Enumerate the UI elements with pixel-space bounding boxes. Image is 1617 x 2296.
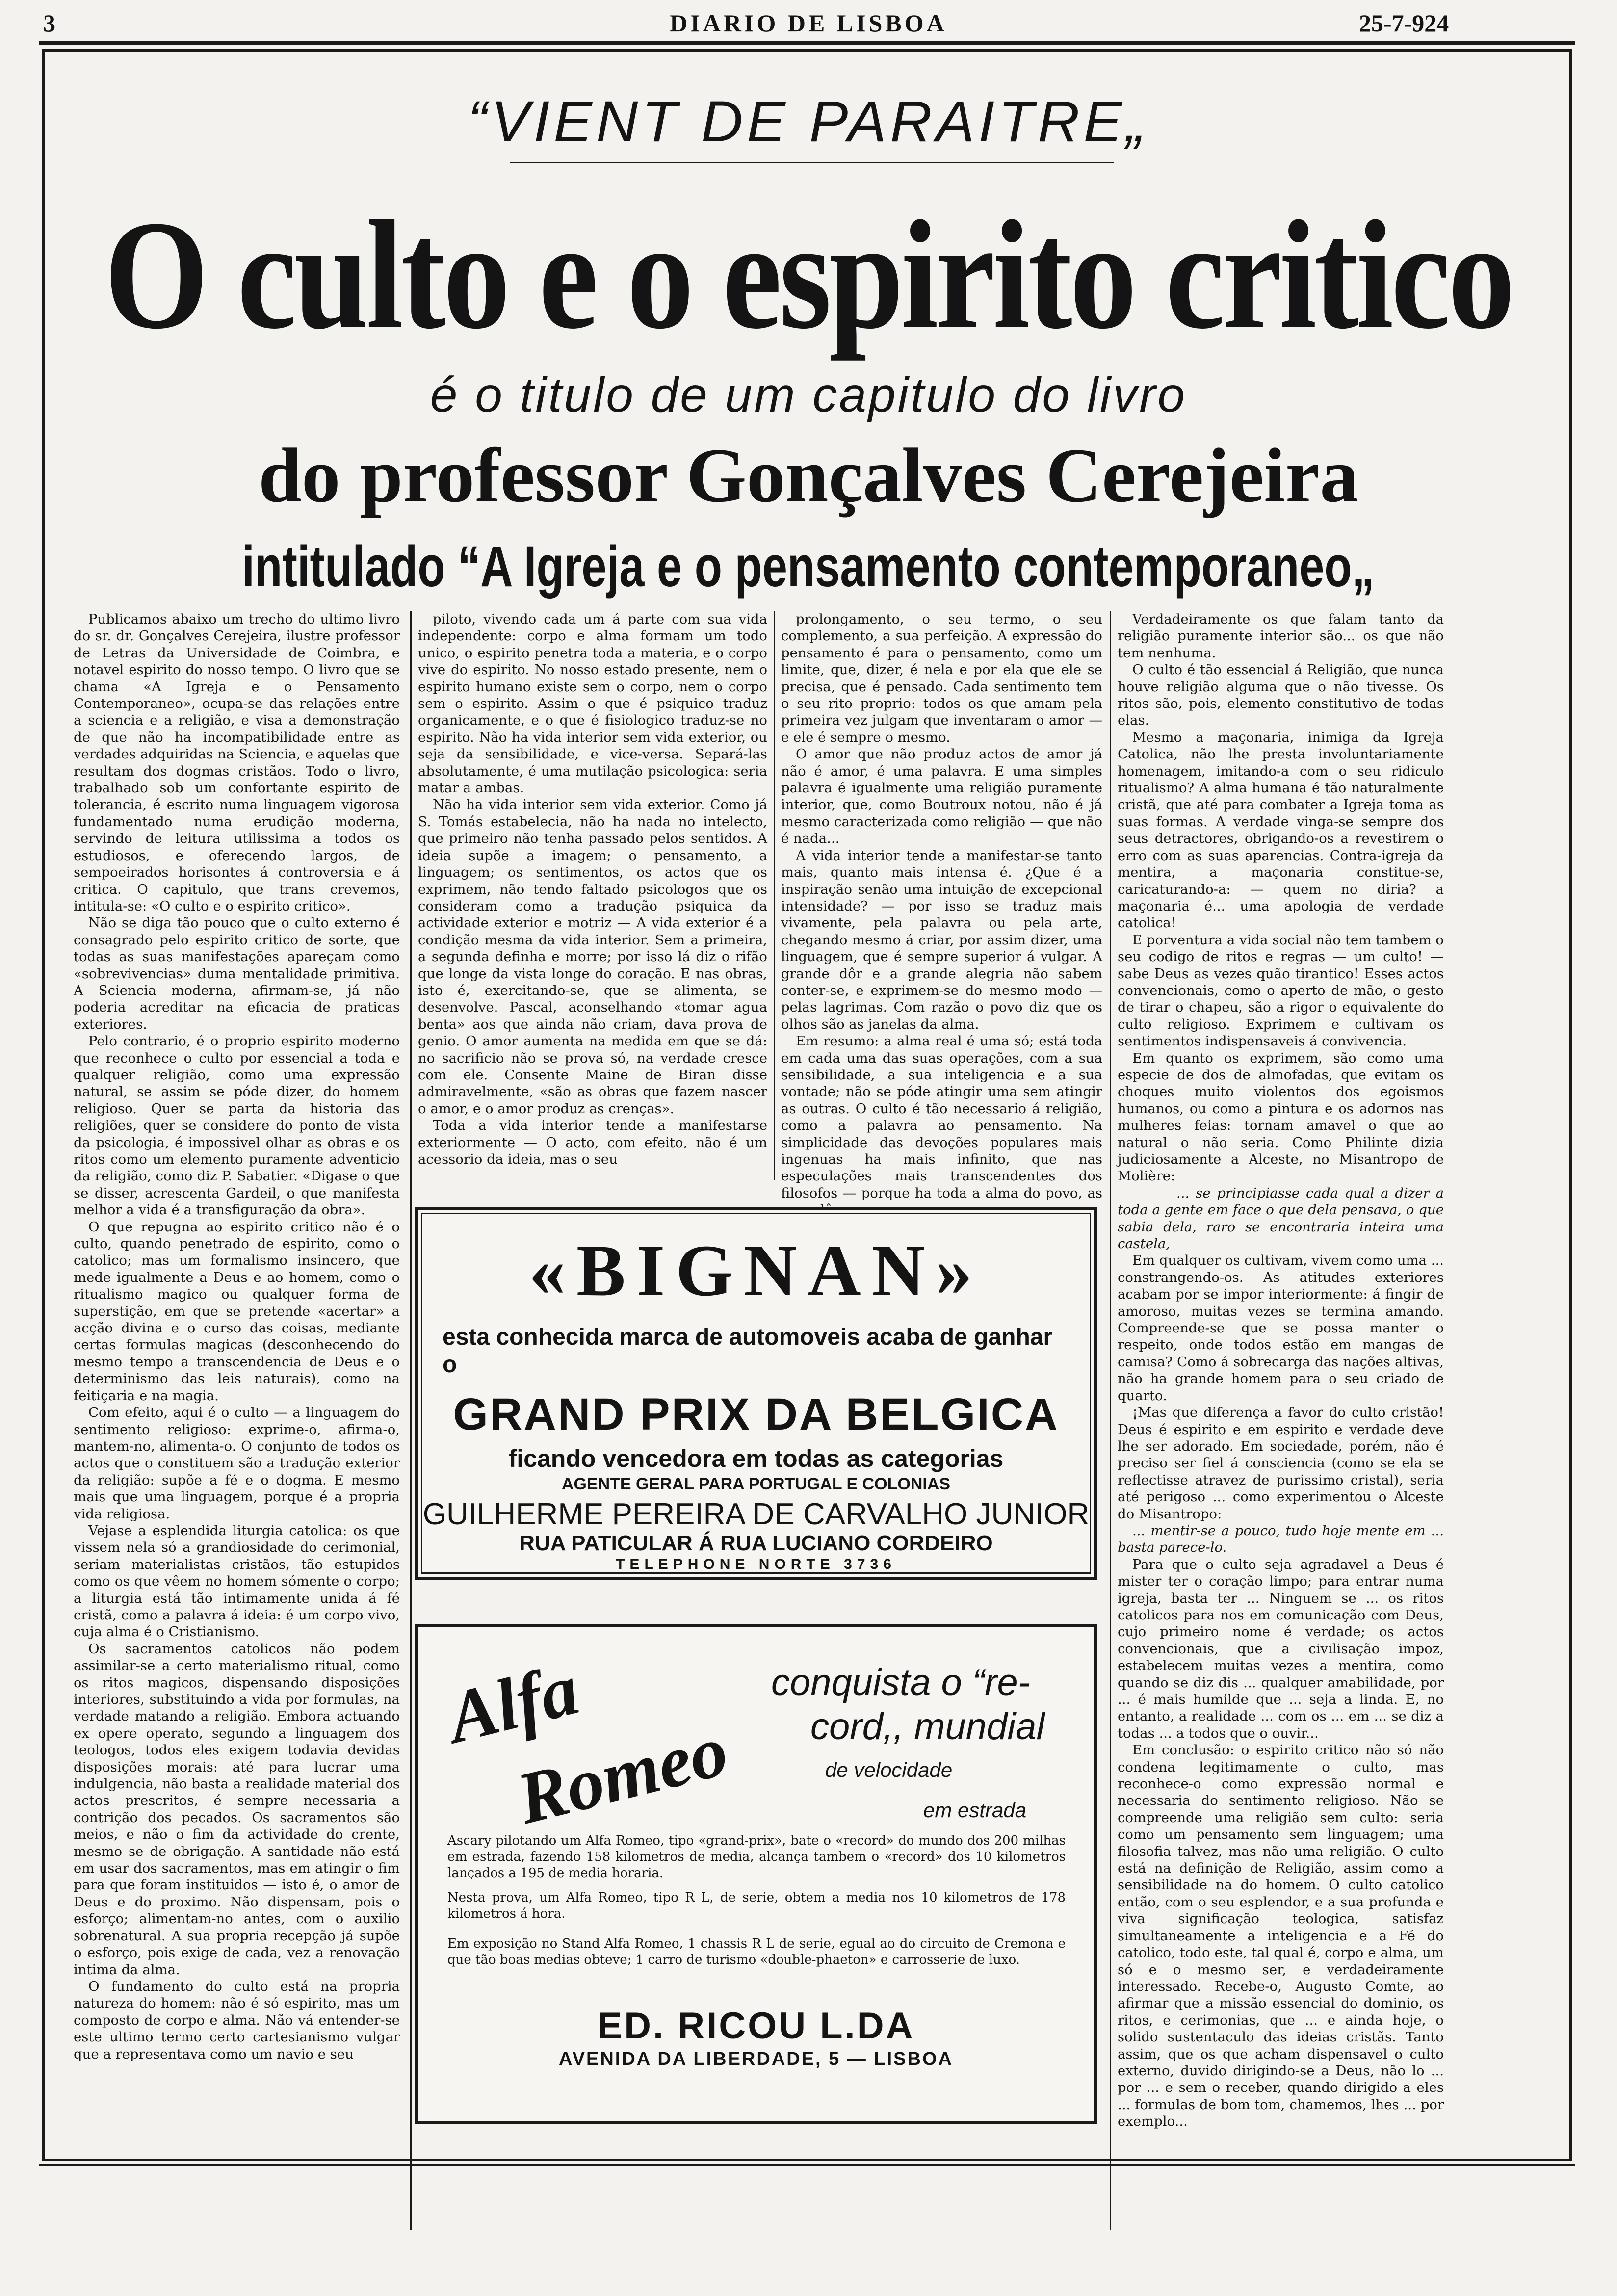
- paragraph: piloto, vivendo cada um á parte com sua vida independente: corpo e alma formam um todo unico, o espirito penetra toda a materia, e o corpo vive do espirito. No nosso estado presente, nem o espirito humano existe sem o corpo, nem o corpo sem o espirito. Assim o que é psiquico traduz organicamente, e o que é fisiologico traduz-se no espirito. Não ha vida interior sem vida exterior, ou seja da sensibilidade, e vice-versa. Separá-las absolutamente, é uma mutilação psicologica: seria matar a ambas.: [418, 611, 767, 796]
- book-line-wrap: [59, 530, 1558, 608]
- alfa-dealer: ED. RICOU L.DA: [597, 2005, 915, 2047]
- column-rule: [1110, 611, 1111, 2230]
- paragraph: Não se diga tão pouco que o culto externo é consagrado pelo espirito critico de sorte, que todas as suas manifestações apareçam como «sobrevivencias» duma mentalidade primitiva. A Sciencia moderna, afirmam-se, já não poderia acreditar na eficacia de praticas exteriores.: [74, 915, 400, 1032]
- alfa-headline-3: de velocidade: [825, 1758, 953, 1781]
- bignan-grand-prix: GRAND PRIX DA BELGICA: [453, 1389, 1059, 1439]
- paragraph: O culto é tão essencial á Religião, que nunca houve religião alguma que o não tivesse. Os ritos são, pois, elemento constitutivo de todas elas.: [1118, 662, 1444, 729]
- kicker: “VIENT DE PARAITRE„: [468, 89, 1149, 154]
- paragraph: Toda a vida interior tende a manifestarse exteriormente — O acto, com efeito, não é um acessorio da ideia, mas o seu: [418, 1118, 767, 1167]
- subtitle: é o titulo de um capitulo do livro: [430, 367, 1187, 422]
- bignan-ad: [415, 1207, 1097, 1580]
- paragraph: Em quanto os exprimem, são como uma especie de dos de almofadas, que evitam os choques muito violentos dos egoismos humanos, ou como a pintura e os adornos nas mulheres feias: tornam amavel o que ao natural o não seria. Como Philinte dizia judiciosamente a Alceste, no Misantropo de Molière:: [1118, 1050, 1444, 1184]
- paragraph: A vida interior tende a manifestar-se tanto mais, quanto mais intensa é. ¿Que é a inspiração senão uma intuição de excepcional intensidade? — por isso se traduz mais vivamente, pela palavra ou pela arte, chegando mesmo á criar, por assim dizer, uma linguagem, que é sempre superior á vulgar. A grande dôr e a grande alegria não sabem conter-se, e exprimem-se do mesmo modo — pelas lagrimas. Com razão o povo diz que os olhos são as janelas da alma.: [781, 847, 1102, 1032]
- author-line: do professor Gonçalves Cerejeira: [258, 433, 1359, 519]
- issue-date: 25-7-924: [1359, 9, 1449, 37]
- main-title: O culto e o espirito critico: [104, 188, 1513, 361]
- column-rule: [410, 611, 412, 2230]
- paragraph: Com efeito, aqui é o culto — a linguagem do sentimento religioso: exprime-o, afirma-o, mantem-no, alimenta-o. O conjunto de todos os actos que o constituem são a tradução exterior da religião: supõe a fé e o dogma. E mesmo mais que uma linguagem, porque é a propria vida religiosa.: [74, 1405, 400, 1522]
- column-2: [418, 611, 767, 1180]
- paragraph: ... mentir-se a pouco, tudo hoje mente em ... basta parece-lo.: [1118, 1522, 1444, 1556]
- column-1: [74, 611, 400, 2225]
- column-3: [781, 611, 1102, 1201]
- romeo-logo: Romeo: [509, 1709, 735, 1840]
- page-number: 3: [43, 9, 55, 37]
- paragraph: O amor que não produz actos de amor já não é amor, é uma palavra. E uma simples palavra é igualmente uma religião puramente interior, que, como Boutroux notou, não é já mesmo caracterizada como religião — que não é nada...: [781, 746, 1102, 847]
- footer-rule: [39, 2164, 1575, 2166]
- paragraph: E porventura a vida social não tem tambem o seu codigo de ritos e regras — um culto! — sabe Deus as vezes quão tirantico! Esses actos convencionais, como o aperto de mão, o gesto de tirar o chapeu, são a rigor o equivalente do culto religioso. Exprimem e cultivam os sentimentos indispensaveis á convivencia.: [1118, 932, 1444, 1049]
- paragraph: Verdadeiramente os que falam tanto da religião puramente interior são... os que não tem nenhuma.: [1118, 611, 1444, 661]
- alfa-body-2: Nesta prova, um Alfa Romeo, tipo R L, de serie, obtem a media nos 10 kilometros de 178 kilometros á hora.: [447, 1890, 1066, 1921]
- main-title-wrap: [59, 188, 1558, 361]
- paragraph: Em resumo: a alma real é uma só; está toda em cada uma das suas operações, com a sua sensibilidade, a sua inteligencia e a sua vontade; não se póde atingir uma sem atingir as outras. O culto é tão necessario á religião, como a palavra ao pensamento. Na simplicidade das devoções populares mais ingenuas ha mais infinito, que nas especulações mais transcendentes dos filosofos — porque ha toda a alma do povo, as: [781, 1033, 1102, 1201]
- paragraph: prolongamento, o seu termo, o seu complemento, a sua perfeição. A expressão do pensamento é para o pensamento, como um limite, que, dizer, é nela e por ela que ele se precisa, que é pensado. Cada sentimento tem o seu rito proprio: todos os que amam pela primeira vez julgam que inventaram o amor — e ele é sempre o mesmo.: [781, 611, 1102, 745]
- bignan-line1: esta conhecida marca de automoveis acaba de ganhar o: [443, 1324, 1053, 1378]
- alfa-romeo-ad: [415, 1624, 1097, 2124]
- kicker-rule: [510, 162, 1114, 163]
- newspaper-name: DIARIO DE LISBOA: [670, 9, 947, 37]
- column-4: [1118, 611, 1444, 2225]
- alfa-headline-2: cord,, mundial: [810, 1706, 1045, 1748]
- bignan-dealer: GUILHERME PEREIRA DE CARVALHO JUNIOR: [422, 1497, 1090, 1531]
- alfa-headline-4: em estrada: [923, 1799, 1027, 1822]
- alfa-body-3: Em exposição no Stand Alfa Romeo, 1 chassis R L de serie, egual ao do circuito de Cremona e que tão boas medias obteve; 1 carro de turismo «double-phaeton» e carrosserie de luxo.: [447, 1936, 1066, 1967]
- bignan-phone: TELEPHONE NORTE 3736: [616, 1556, 896, 1572]
- paragraph: O fundamento do culto está na propria natureza do homem: não é só espirito, mas um composto de corpo e alma. Não vá entender-se este ultimo termo certo cartesianismo vulgar que a representava como um navio e seu: [74, 1978, 400, 2062]
- paragraph: Os sacramentos catolicos não podem assimilar-se a certo materialismo ritual, como os ritos magicos, dispensando disposições interiores, substituindo a vida por formulas, na verdade matando a religião. Embora actuando ex opere operato, segundo a linguagem dos teologos, todos eles exigem todavia devidas disposições morais: até para lucrar uma indulgencia, não basta a realidade material dos actos prescritos, é sempre necessaria a contrição dos pecados. Os sacramentos são meios, e não o fim da actividade do crente, mesmo se de obrigação. A santidade não está em usar dos sacramentos, mas em atingir o fim para que foram instituidos — isto é, o amor de Deus e do proximo. Não dispensam, pois o esforço; alimentam-no antes, com o auxilio sobrenatural. A sua propria recepção já supõe o esforço, pois exige de cada, vez a renovação intima da alma.: [74, 1641, 400, 1978]
- paragraph: Para que o culto seja agradavel a Deus é mister ter o coração limpo; para entrar numa igreja, basta ter ... Ninguem se ... os ritos catolicos para nos em comunicação com Deus, cujo primeiro nome é verdade; os actos convencionais, que a civilisação impoz, estabelecem muitas vezes a mentira, como quando se diz dis ... qualquer amabilidade, por ... é mais humilde que ... seja a linda. E, no entanto, a realidade ... com os ... em ... se diz a todas ... a todos que o ouvir...: [1118, 1556, 1444, 1741]
- bignan-line3: ficando vencedora em todas as categorias: [508, 1445, 1004, 1472]
- header-rule: [39, 41, 1575, 45]
- paragraph: Vejase a esplendida liturgia catolica: os que vissem nela só a grandiosidade do cerimonial, seriam materialistas cristãos, tão estupidos como os que vêem no homem sómente o corpo; a liturgia está tão intimamente unida á fé cristã, como a palavra á ideia: é um corpo vivo, cuja alma é o Cristianismo.: [74, 1522, 400, 1640]
- paragraph: Não ha vida interior sem vida exterior. Como já S. Tomás estabelecia, não ha nada no intelecto, que primeiro não tenha passado pelos sentidos. A ideia supõe a imagem; o pensamento, a linguagem; os sentimentos, os actos que os exprimem, não tendo faltado psicologos que os consideram como a tradução psiquica da actividade exterior e motriz — A vida exterior é a condição mesma da vida interior. Sem a primeira, a segunda definha e morre; por isso lá diz o rifão que longe da vista longe do coração. E nas obras, isto é, exercitando-se, que se alimenta, se desenvolve. Pascal, aconselhando «tomar agua benta» aos que ainda não criam, dava prova de genio. O amor aumenta na medida em que se dá: no sacrificio não se prova só, na verdade cresce com ele. Consente Maine de Biran disse admiravelmente, «são as obras que fazem nascer o amor, e o amor produz as crenças».: [418, 797, 767, 1117]
- column-rule: [774, 611, 775, 1180]
- paragraph: ... se principiasse cada qual a dizer a toda a gente em face o que dela pensava, o que sabia dela, raro se encontraria inteira uma castela,: [1118, 1185, 1444, 1252]
- alfa-headline-1: conquista o “re-: [771, 1662, 1031, 1703]
- paragraph: Em qualquer os cultivam, vivem como uma ... constrangendo-os. As atitudes exteriores acabam por se impor interiormente: á fingir de amoroso, muitas vezes se termina amando. Compreende-se que se possa manter o respeito, onde todos estão em mangas de camisa? Como á sobrecarga das nações altivas, não ha grande homem para o seu criado de quarto.: [1118, 1252, 1444, 1404]
- bignan-brand: «BIGNAN»: [528, 1230, 984, 1311]
- paragraph: Publicamos abaixo um trecho do ultimo livro do sr. dr. Gonçalves Cerejeira, ilustre professor de Letras da Universidade de Coimbra, e notavel espirito do nosso tempo. O livro que se chama «A Igreja e o Pensamento Contemporaneo», ocupa-se das relações entre a sciencia e a religião, e visa a demonstração de que não ha incompatibilidade entre as verdades adquiridas na Sciencia, e aquelas que resultam dos dogmas cristãos. Todo o livro, trabalhado sob um confortante espirito de tolerancia, é escrito numa linguagem vigorosa fundamentado numa erudição moderna, servindo de leitura utilissima a todos os estudiosos, e oferecendo largos, de sempoeirados horisontes á controversia e á critica. O capitulo, que trans crevemos, intitula-se: «O culto e o espirito critico».: [74, 611, 400, 914]
- paragraph: Pelo contrario, é o proprio espirito moderno que reconhece o culto por essencial a toda e qualquer religião, como uma expressão natural, se assim se póde dizer, do homem religioso. Quer se parta da historia das religiões, quer se considere do ponto de vista da psicologia, é impossivel olhar as obras e os ritos como um elemento puramente adventicio da religião, como diz P. Sabatier. «Digase o que se disser, acrescenta Gardeil, o que manifesta melhor a vida é a transfiguração da obra».: [74, 1033, 400, 1218]
- paragraph: ¡Mas que diferença a favor do culto cristão! Deus é espirito e em espirito e verdade deve lhe ser adorado. Em sociedade, porém, não é preciso ser fiel á consciencia (como se ela se reflectisse atravez de purissimo cristal), seria até perigoso ... como experimentou o Alceste do Misantropo:: [1118, 1405, 1444, 1522]
- bignan-agent: AGENTE GERAL PARA PORTUGAL E COLONIAS: [561, 1475, 951, 1493]
- alfa-logo: Alfa: [439, 1648, 586, 1759]
- alfa-address: AVENIDA DA LIBERDADE, 5 — LISBOA: [559, 2049, 953, 2069]
- paragraph: Mesmo a maçonaria, inimiga da Igreja Catolica, não lhe presta involuntariamente homenagem, imitando-a com o seu ridiculo ritualismo? A alma humana é tão naturalmente cristã, que até para combater a Igreja toma as suas formas. A verdade vinga-se sempre dos seus detractores, obrigando-os a revestirem o erro com as suas aparencias. Contra-igreja da mentira, a maçonaria constitue-se, caricaturando-a: — quem no diria? a maçonaria é... uma apologia de verdade catolica!: [1118, 729, 1444, 931]
- book-line: intitulado “A Igreja e o pensamento contemporaneo„: [242, 534, 1375, 599]
- paragraph: Em conclusão: o espirito critico não só não condena legitimamente o culto, mas reconhece-o como expressão normal e necessaria do sentimento religioso. Não se compreende uma religião sem culto: seria como um pensamento sem linguagem; uma filosofia talvez, mas não uma religião. O culto está na definição de Religião, assim como a sensibilidade na do homem. O culto catolico então, com o seu esplendor, e a sua profunda e viva significação teologica, satisfaz simultaneamente a inteligencia e a Fé do catolico, todo este, tal qual é, corpo e alma, um só e o mesmo ser, e verdadeiramente interessado. Recebe-o, Augusto Comte, ao afirmar que a missão essencial do dominio, os ritos, e cerimonias, que ... e ainda hoje, o solido sustentaculo das ideias cristãs. Tanto assim, que os que acham dispensavel o culto externo, duvido dirigindo-se a Deus, não lo ... por ... e sem o receber, quando dirigido a eles ... formulas de bom tom, chamemos, lhes ... por exemplo...: [1118, 1742, 1444, 2130]
- paragraph: O que repugna ao espirito critico não é o culto, quando penetrado de espirito, como o catolico; mas um formalismo insincero, que mede igualmente a Deus e ao homem, como o ritualismo magico ou qualquer forma de superstição, em que se pretende «acertar» a acção divina e o curso das coisas, mediante certas formulas magicas (desconhecendo do mesmo tempo a transcendencia de Deus e o determinismo das leis naturais), como na feitiçaria e na magia.: [74, 1219, 400, 1404]
- alfa-body-1: Ascary pilotando um Alfa Romeo, tipo «grand-prix», bate o «record» do mundo dos 200 milhas em estrada, fazendo 158 kilometros de media, alcança tambem o «record» dos 10 kilometros lançados a 195 de media horaria.: [447, 1833, 1066, 1880]
- bignan-address: RUA PATICULAR Á RUA LUCIANO CORDEIRO: [519, 1531, 993, 1555]
